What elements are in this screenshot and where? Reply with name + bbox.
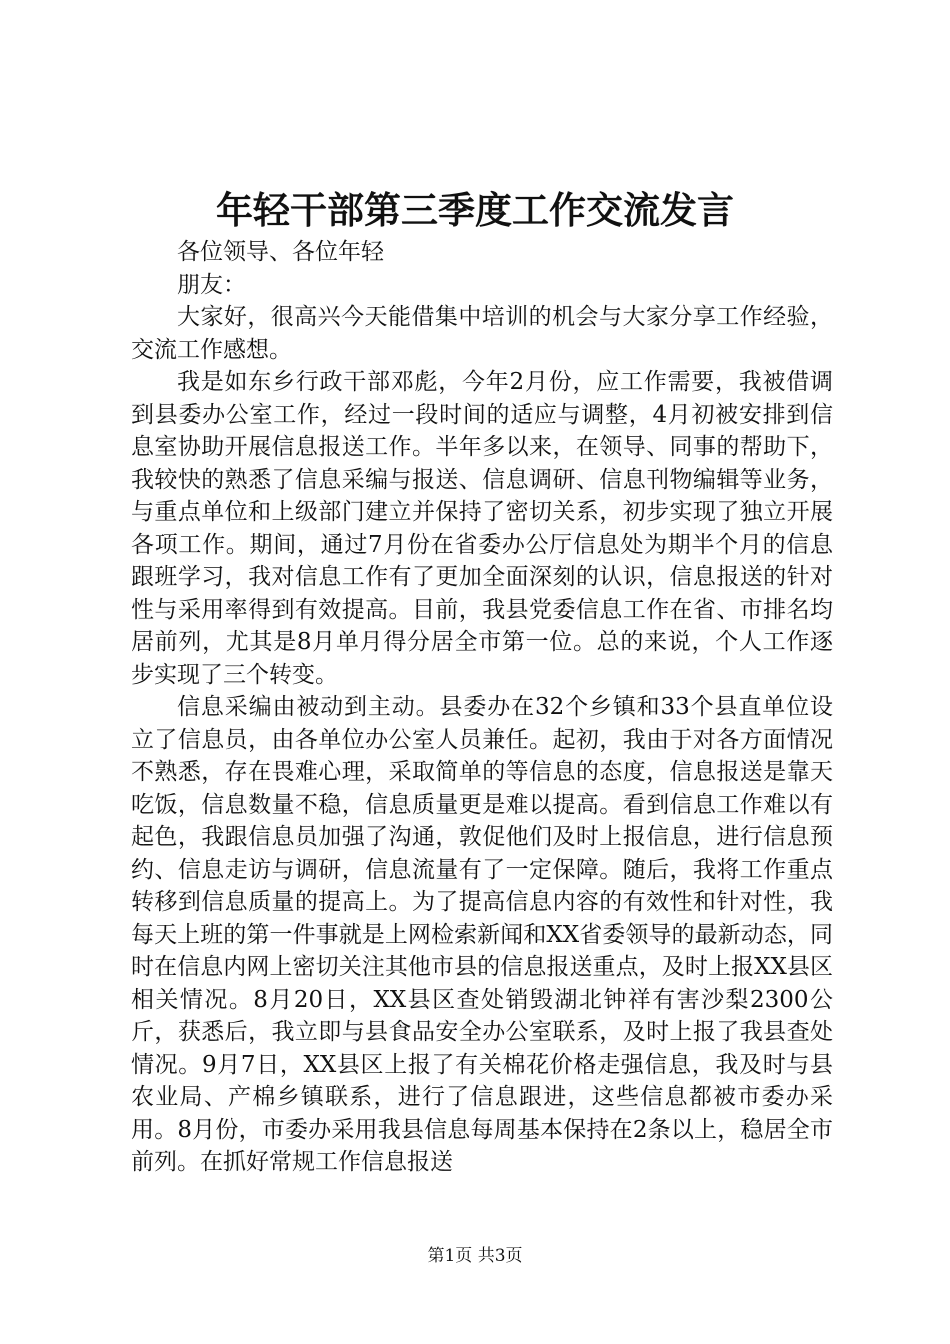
paragraph-greeting: 大家好，很高兴今天能借集中培训的机会与大家分享工作经验，交流工作感想。 xyxy=(131,304,833,363)
page-number-footer: 第1页 共3页 xyxy=(427,1246,523,1266)
document-title: 年轻干部第三季度工作交流发言 xyxy=(216,188,734,232)
paragraph-introduction: 我是如东乡行政干部邓彪，今年2月份，应工作需要，我被借调到县委办公室工作，经过一段时间的适应与调整，4月初被安排到信息室协助开展信息报送工作。半年多以来，在领导、同事的帮助下，我较快的熟悉了信息采编与报送、信息调研、信息刊物编辑等业务，与重点单位和上级部门建立并保持了密切关系，初步实现了独立开展各项工作。期间，通过7月份在省委办公厅信息处为期半个月的信息跟班学习，我对信息工作有了更加全面深刻的认识，信息报送的针对性与采用率得到有效提高。目前，我县党委信息工作在省、市排名均居前列，尤其是8月单月得分居全市第一位。总的来说，个人工作逐步实现了三个转变。 xyxy=(131,369,833,688)
paragraph-information-collection: 信息采编由被动到主动。县委办在32个乡镇和33个县直单位设立了信息员，由各单位办公室人员兼任。起初，我由于对各方面情况不熟悉，存在畏难心理，采取简单的等信息的态度，信息报送是靠天吃饭，信息数量不稳，信息质量更是难以提高。看到信息工作难以有起色，我跟信息员加强了沟通，敦促他们及时上报信息，进行信息预约、信息走访与调研，信息流量有了一定保障。随后，我将工作重点转移到信息质量的提高上。为了提高信息内容的有效性和针对性，我每天上班的第一件事就是上网检索新闻和XX省委领导的最新动态，同时在信息内网上密切关注其他市县的信息报送重点，及时上报XX县区相关情况。8月20日，XX县区查处销毁湖北钟祥有害沙梨2300公斤，获悉后，我立即与县食品安全办公室联系，及时上报了我县查处情况。9月7日，XX县区上报了有关棉花价格走强信息，我及时与县农业局、产棉乡镇联系，进行了信息跟进，这些信息都被市委办采用。8月份，市委办采用我县信息每周基本保持在2条以上，稳居全市前列。在抓好常规工作信息报送 xyxy=(131,694,833,1175)
salutation-line-2: 朋友： xyxy=(177,271,246,298)
salutation-line-1: 各位领导、各位年轻 xyxy=(177,239,384,265)
document-body xyxy=(131,236,833,1179)
